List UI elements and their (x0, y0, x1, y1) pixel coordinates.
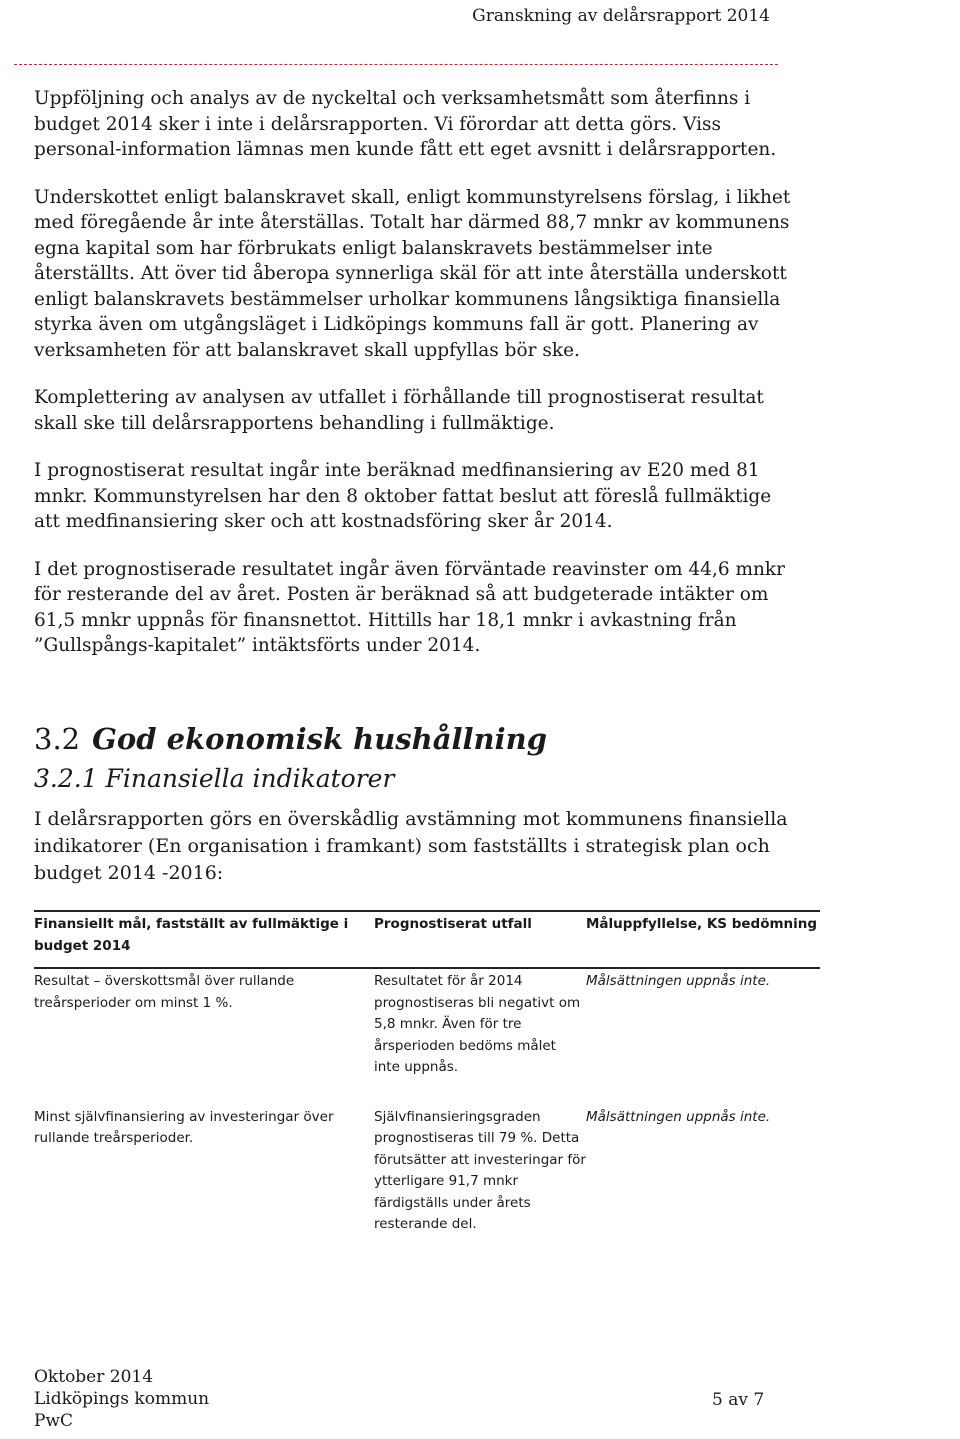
footer-date: Oktober 2014 (34, 1367, 154, 1387)
assessment-cell: Målsättningen uppnås inte. (586, 973, 771, 989)
table-header-row (34, 911, 820, 968)
subsection-heading: 3.2.1 Finansiella indikatorer (34, 764, 395, 793)
paragraph-1: Uppföljning och analys av de nyckeltal och verksamhetsmått som återfinns i budget 2014 sker i inte i delårsrapporten. Vi förordar att detta görs. Viss personal-information lämnas men kunde fått ett eget avsnitt i delårsrapporten. (34, 88, 777, 160)
financial-indicators-table (34, 910, 820, 1260)
forecast-cell: Resultatet för år 2014 prognostiseras bli negativt om 5,8 mnkr. Även för tre årsperioden bedöms målet inte uppnås. (374, 973, 581, 1075)
header-assessment: Måluppfyllelse, KS bedömning (586, 916, 818, 932)
footer (34, 1366, 209, 1432)
body-text (34, 86, 794, 681)
section-number: 3.2 (34, 722, 81, 756)
footer-auditor: PwC (34, 1411, 73, 1431)
section-title: God ekonomisk hushållning (92, 722, 548, 756)
assessment-cell: Målsättningen uppnås inte. (586, 1108, 771, 1125)
goal-cell: Resultat – överskottsmål över rullande treårsperioder om minst 1 %. (34, 973, 295, 1011)
page-number: 5 av 7 (712, 1390, 765, 1410)
table-row (34, 968, 820, 1103)
header-divider (14, 64, 778, 65)
intro-paragraph: I delårsrapporten görs en överskådlig avstämning mot kommunens finansiella indikatorer (En organisation i framkant) som fastställts i strategisk plan och budget 2014 -2016: (34, 808, 788, 884)
footer-organization: Lidköpings kommun (34, 1389, 210, 1409)
paragraph-5: I det prognostiserade resultatet ingår även förväntade reavinster om 44,6 mnkr för resterande del av året. Posten är beräknad så att budgeterade intäkter om 61,5 mnkr uppnås för finansnettot. Hittills har 18,1 mnkr i avkastning från ”Gullspångs-kapitalet” intäktsförts under 2014. (34, 558, 785, 656)
header-goal: Finansiellt mål, fastställt av fullmäktige i budget 2014 (34, 916, 349, 954)
paragraph-3: Komplettering av analysen av utfallet i förhållande till prognostiserat resultat skall ske till delårsrapportens behandling i fullmäktige. (34, 387, 764, 434)
section-heading (34, 722, 547, 756)
paragraph-4: I prognostiserat resultat ingår inte beräknad medfinansiering av E20 med 81 mnkr. Kommunstyrelsen har den 8 oktober fattat beslut att föreslå fullmäktige att medfinansiering sker och att kostnadsföring sker år 2014. (34, 460, 772, 532)
header-forecast: Prognostiserat utfall (374, 916, 532, 932)
page-header-title: Granskning av delårsrapport 2014 (472, 6, 770, 26)
goal-cell: Minst självfinansiering av investeringar över rullande treårsperioder. (34, 1108, 334, 1146)
table-row (34, 1103, 820, 1260)
paragraph-2: Underskottet enligt balanskravet skall, enligt kommunstyrelsens förslag, i likhet med föregående år inte återställas. Totalt har därmed 88,7 mnkr av kommunens egna kapital som har förbrukats enligt balanskravets bestämmelser inte återställts. Att över tid åberopa synnerliga skäl för att inte återställa underskott enligt balanskravets bestämmelser urholkar kommunens långsiktiga finansiella styrka även om utgångsläget i Lidköpings kommuns fall är gott. Planering av verksamheten för att balanskravet skall uppfyllas bör ske. (34, 186, 791, 361)
forecast-cell: Självfinansieringsgraden prognostiseras till 79 %. Detta förutsätter att investeringar för ytterligare 91,7 mnkr färdigställs under årets resterande del. (374, 1108, 586, 1232)
